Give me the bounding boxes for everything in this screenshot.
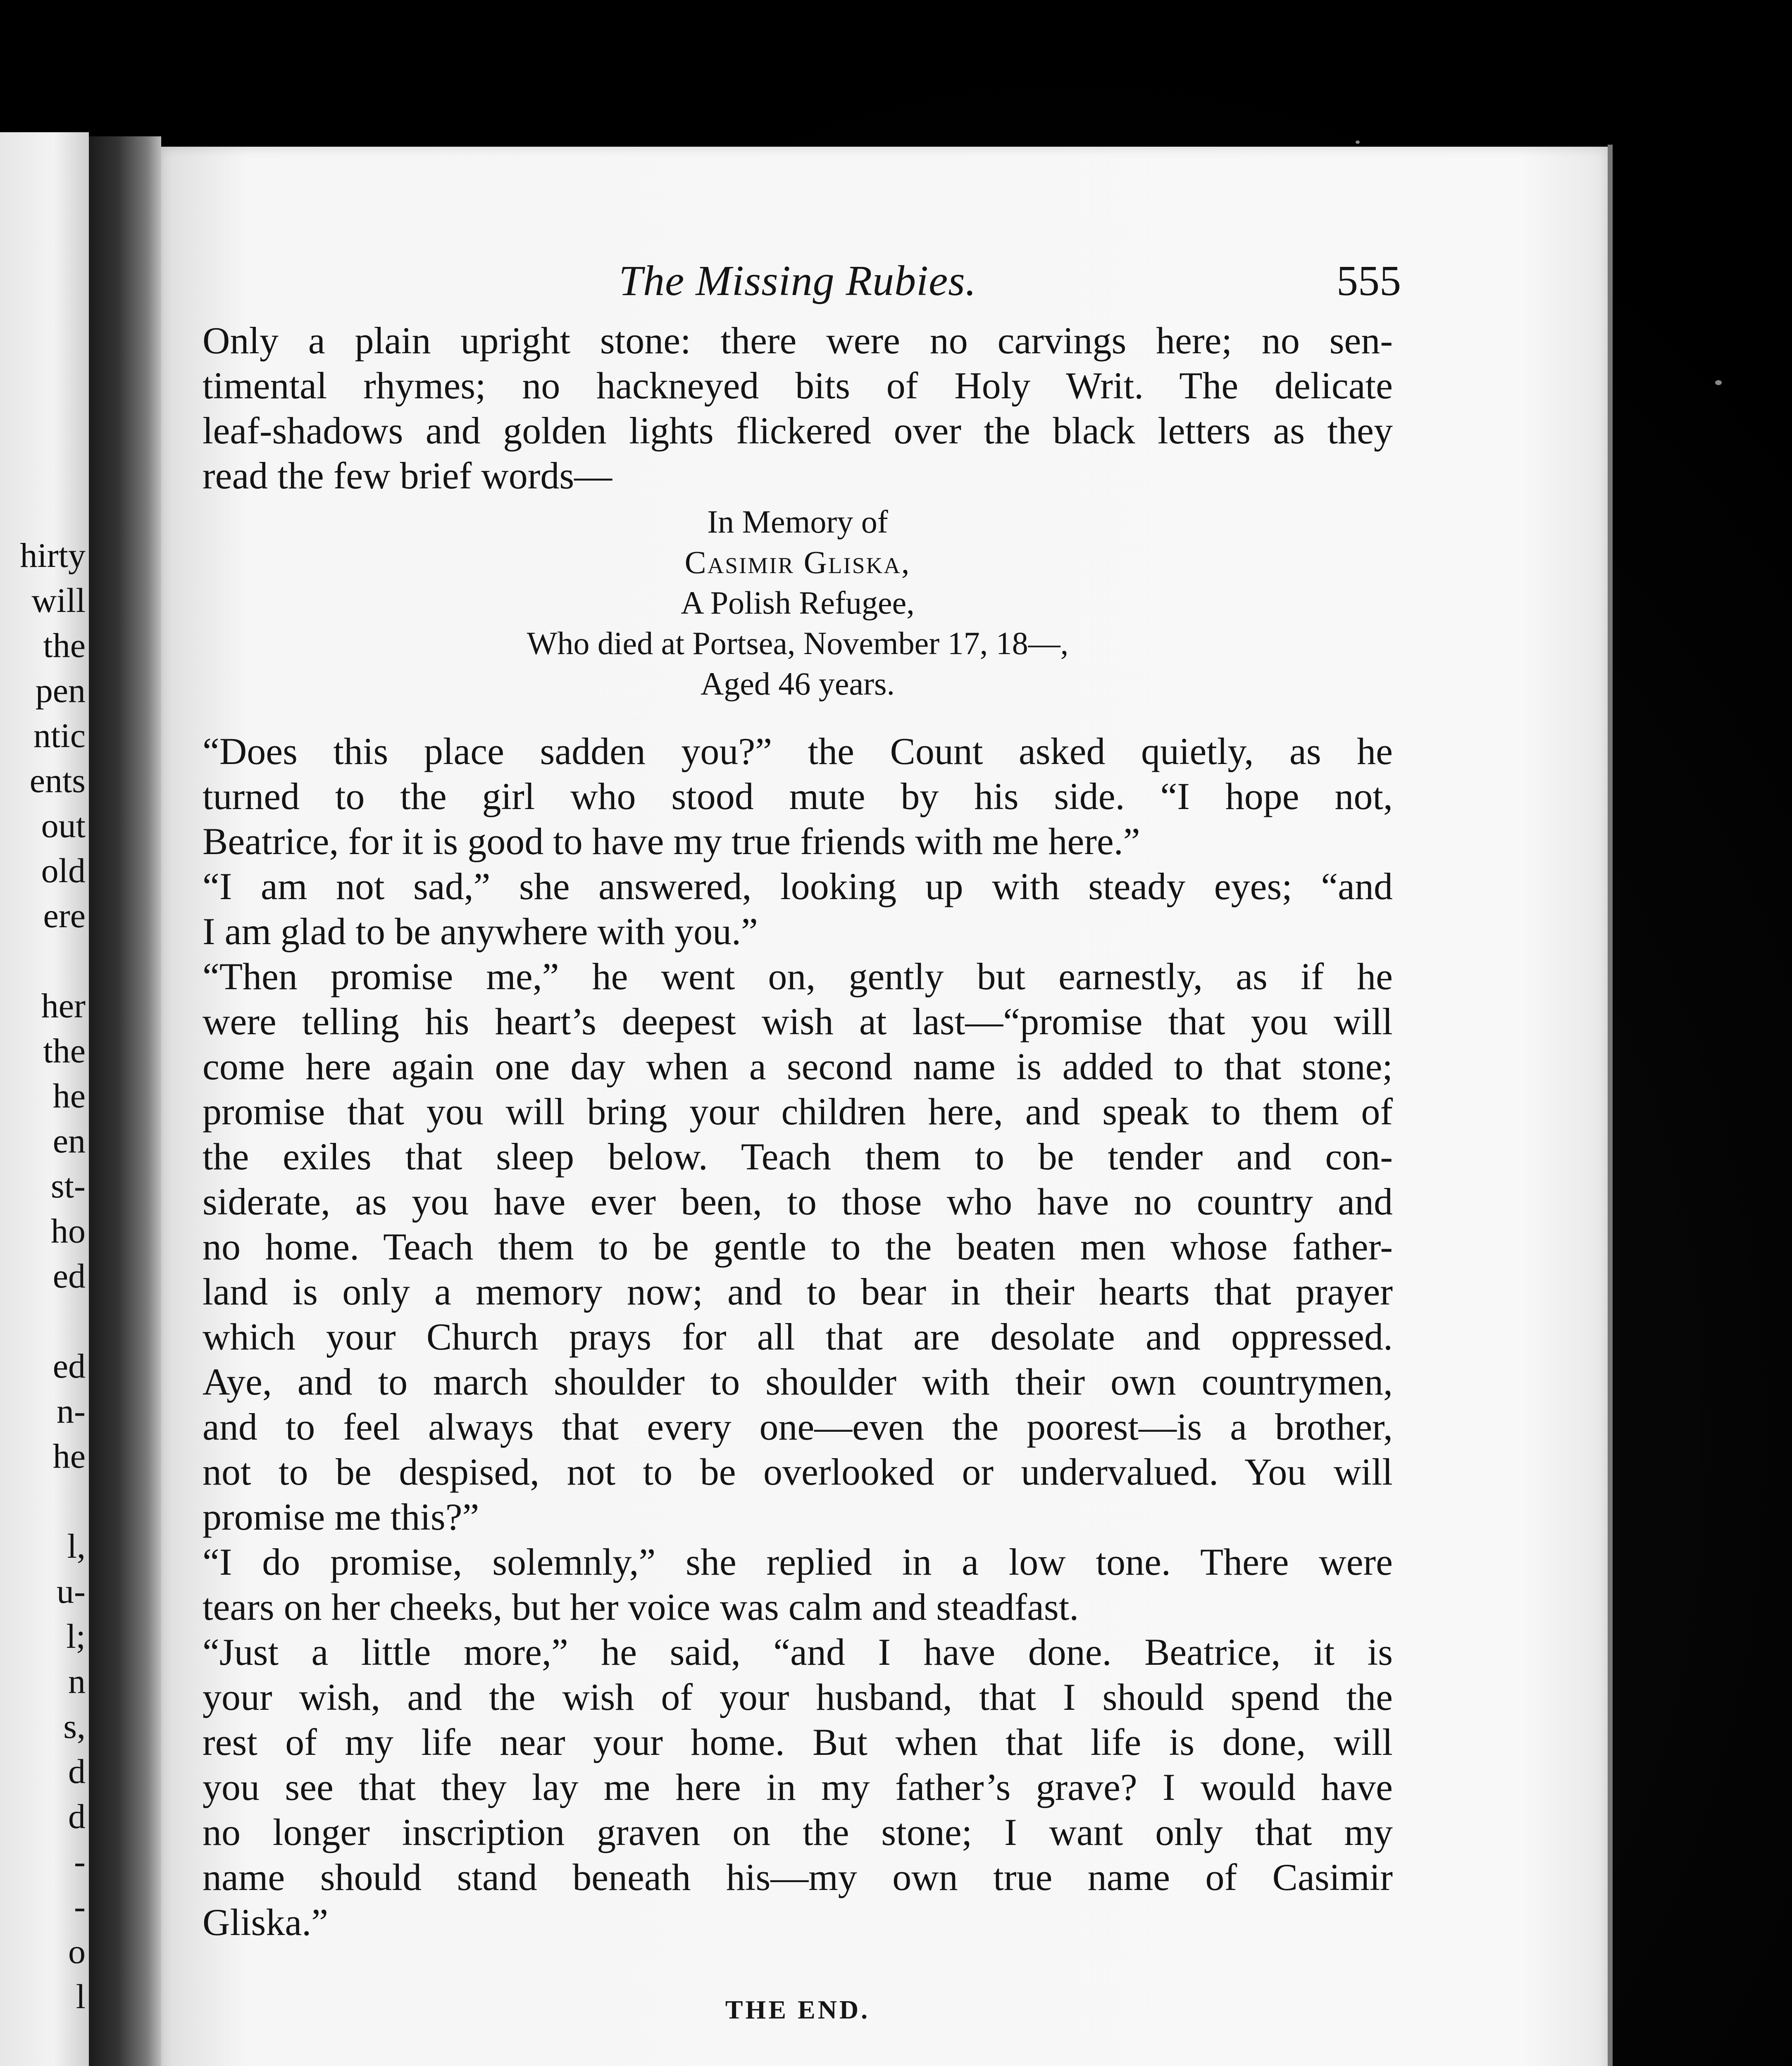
page-text-block	[203, 256, 1401, 2025]
text-line: “I do promise, solemnly,” she replied in a low tone. There were	[203, 1541, 1393, 1583]
fragment-line: st-	[51, 1167, 86, 1205]
fragment-line: ed	[52, 1347, 86, 1385]
page-number: 555	[1337, 257, 1401, 305]
text-line: rest of my life near your home. But when that life is done, will	[203, 1721, 1393, 1763]
text-line: “Just a little more,” he said, “and I have done. Beatrice, it is	[203, 1631, 1393, 1673]
text-line: Beatrice, for it is good to have my true friends with me here.”	[203, 820, 1140, 862]
text-line: leaf-shadows and golden lights flickered over the black letters as they	[203, 409, 1393, 452]
fragment-line: he	[52, 1437, 86, 1476]
fragment-line: her	[41, 987, 86, 1025]
text-line: “Then promise me,” he went on, gently but earnestly, as if he	[203, 955, 1393, 997]
running-title: The Missing Rubies.	[619, 257, 977, 305]
fragment-line: s,	[63, 1707, 86, 1746]
scan-speck	[1715, 380, 1722, 385]
fragment-line: the	[43, 1032, 86, 1070]
fragment-line: he	[52, 1077, 86, 1115]
text-line: promise me this?”	[203, 1496, 479, 1538]
text-line: no home. Teach them to be gentle to the beaten men whose father-	[203, 1226, 1393, 1268]
inscription-line: A Polish Refugee,	[681, 585, 915, 621]
book-gutter-shadow	[89, 136, 161, 2066]
fragment-line: l	[76, 1978, 86, 2016]
text-line: were telling his heart’s deepest wish at last—“promise that you will	[203, 1000, 1393, 1043]
fragment-line: d	[68, 1797, 86, 1836]
text-line: you see that they lay me here in my father’s grave? I would have	[203, 1766, 1393, 1808]
inscription-name: Casimir Gliska,	[684, 544, 911, 580]
fragment-line: d	[68, 1752, 86, 1791]
text-line: the exiles that sleep below. Teach them to be tender and con-	[203, 1135, 1393, 1178]
text-line: promise that you will bring your children here, and speak to them of	[203, 1090, 1393, 1133]
text-line: not to be despised, not to be overlooked or undervalued. You will	[203, 1451, 1393, 1493]
fragment-line: -	[74, 1842, 86, 1881]
fragment-line: out	[41, 807, 86, 845]
fragment-line: ed	[52, 1257, 86, 1295]
text-line: which your Church prays for all that are desolate and oppressed.	[203, 1316, 1393, 1358]
text-line: land is only a memory now; and to bear in their hearts that prayer	[203, 1271, 1393, 1313]
fragment-line: will	[31, 581, 86, 620]
text-line: read the few brief words—	[203, 455, 612, 497]
fragment-line: hirty	[20, 536, 86, 575]
previous-page-text-fragments	[0, 533, 89, 2019]
inscription-line: In Memory of	[707, 504, 888, 540]
opening-paragraph	[203, 318, 1393, 498]
fragment-line: pen	[35, 671, 86, 710]
text-line: Gliska.”	[203, 1901, 329, 1943]
fragment-line: en	[52, 1122, 86, 1160]
fragment-line: -	[74, 1887, 86, 1926]
text-line: no longer inscription graven on the stone; I want only that my	[203, 1811, 1393, 1853]
running-head	[203, 256, 1401, 318]
fragment-line: old	[41, 852, 86, 890]
fragment-line: l,	[67, 1527, 86, 1566]
inscription-line: Who died at Portsea, November 17, 18—,	[527, 625, 1069, 661]
text-line: turned to the girl who stood mute by his side. “I hope not,	[203, 775, 1393, 817]
previous-page-edge	[0, 132, 89, 2066]
inscription-line: Aged 46 years.	[700, 666, 895, 702]
dialogue-text	[203, 729, 1393, 1945]
fragment-line: ere	[43, 897, 86, 935]
scan-speck	[1356, 140, 1360, 144]
page-edge	[1608, 145, 1613, 2066]
fragment-line: the	[43, 626, 86, 665]
text-line: siderate, as you have ever been, to those who have no country and	[203, 1181, 1393, 1223]
fragment-line: ho	[51, 1212, 86, 1250]
fragment-line: ntic	[33, 716, 86, 755]
fragment-line: u-	[57, 1572, 86, 1611]
fragment-line: o	[68, 1933, 86, 1971]
fragment-line: l;	[66, 1617, 86, 1656]
text-line: “Does this place sadden you?” the Count asked quietly, as he	[203, 730, 1393, 772]
text-line: “I am not sad,” she answered, looking up with steady eyes; “and	[203, 865, 1393, 907]
text-line: and to feel always that every one—even the poorest—is a brother,	[203, 1406, 1393, 1448]
fragment-line: n	[68, 1662, 86, 1701]
fragment-line: ents	[29, 762, 86, 800]
text-line: Aye, and to march shoulder to shoulder with their own countrymen,	[203, 1361, 1393, 1403]
text-line: timental rhymes; no hackneyed bits of Holy Writ. The delicate	[203, 364, 1393, 407]
gravestone-inscription	[203, 502, 1393, 704]
text-line: come here again one day when a second name is added to that stone;	[203, 1045, 1393, 1088]
fragment-line: n-	[57, 1392, 86, 1430]
text-line: your wish, and the wish of your husband, that I should spend the	[203, 1676, 1393, 1718]
text-line: I am glad to be anywhere with you.”	[203, 910, 758, 952]
text-line: Only a plain upright stone: there were no carvings here; no sen-	[203, 319, 1393, 362]
the-end-label: THE END.	[725, 1995, 870, 2024]
text-line: tears on her cheeks, but her voice was calm and steadfast.	[203, 1586, 1079, 1628]
text-line: name should stand beneath his—my own true name of Casimir	[203, 1856, 1393, 1898]
